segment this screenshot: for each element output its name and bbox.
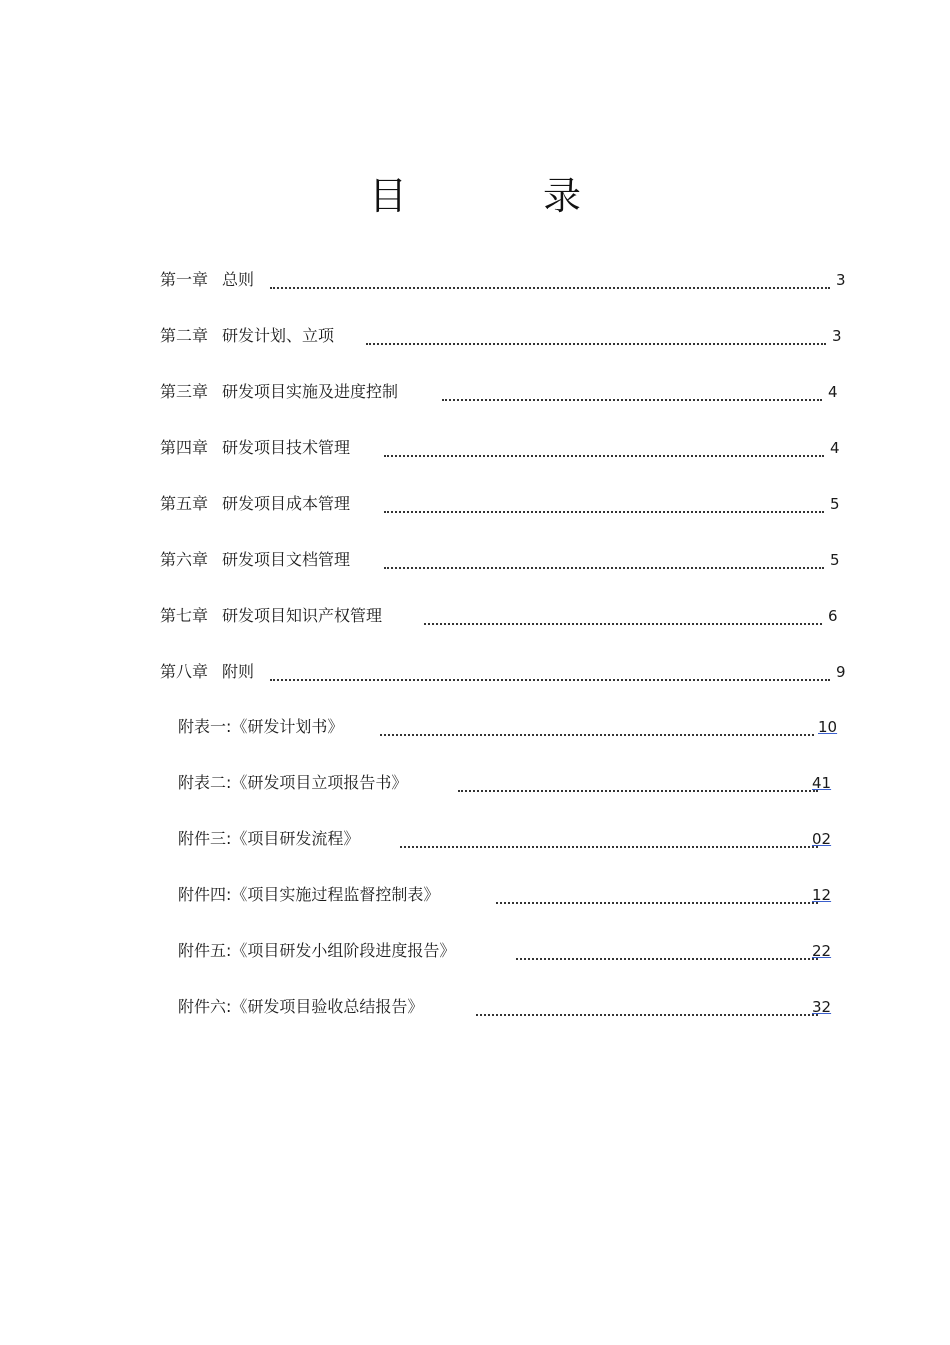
- appendix-title: 附件三:《项目研发流程》: [178, 829, 360, 848]
- dot-leader: [424, 613, 822, 625]
- toc-entry-label: [160, 604, 382, 628]
- toc-entry-label: [160, 436, 350, 460]
- dot-leader: [400, 836, 818, 848]
- page-number-link[interactable]: 22: [812, 942, 832, 960]
- dot-leader: [476, 1004, 818, 1016]
- toc-entry-label: [160, 268, 254, 292]
- chapter-number: 第五章: [160, 494, 209, 513]
- toc-chapter-row[interactable]: [160, 604, 860, 628]
- toc-chapter-row[interactable]: [160, 324, 860, 348]
- toc-chapter-row[interactable]: [160, 380, 860, 404]
- page-title: 目 录: [368, 174, 644, 218]
- toc-appendix-row[interactable]: [178, 939, 858, 963]
- chapter-number: 第七章: [160, 606, 209, 625]
- page-number-link[interactable]: 32: [812, 998, 832, 1016]
- page-number-link[interactable]: 10: [818, 718, 838, 736]
- appendix-title: 附件五:《项目研发小组阶段进度报告》: [178, 941, 456, 960]
- toc-entry-label: [160, 660, 254, 684]
- dot-leader: [384, 557, 824, 569]
- toc-appendix-row[interactable]: [178, 827, 858, 851]
- dot-leader: [270, 277, 830, 289]
- toc-entry-label: [160, 492, 350, 516]
- appendix-title: 附表一:《研发计划书》: [178, 717, 344, 736]
- chapter-number: 第四章: [160, 438, 209, 457]
- dot-leader: [384, 445, 824, 457]
- dot-leader: [366, 333, 826, 345]
- chapter-title: 研发计划、立项: [222, 326, 335, 345]
- chapter-number: 第一章: [160, 270, 209, 289]
- dot-leader: [516, 948, 818, 960]
- chapter-number: 第八章: [160, 662, 209, 681]
- appendix-title: 附件六:《研发项目验收总结报告》: [178, 997, 424, 1016]
- chapter-title: 研发项目成本管理: [222, 494, 351, 513]
- chapter-number: 第六章: [160, 550, 209, 569]
- page-number: 4: [830, 439, 840, 457]
- appendix-title: 附表二:《研发项目立项报告书》: [178, 773, 408, 792]
- chapter-title: 附则: [222, 662, 255, 681]
- toc-appendix-row[interactable]: [178, 883, 858, 907]
- dot-leader: [380, 724, 814, 736]
- toc-chapter-row[interactable]: [160, 660, 860, 684]
- chapter-title: 研发项目文档管理: [222, 550, 351, 569]
- toc-appendix-row[interactable]: [178, 715, 858, 739]
- chapter-title: 研发项目技术管理: [222, 438, 351, 457]
- toc-chapter-row[interactable]: [160, 548, 860, 572]
- chapter-number: 第二章: [160, 326, 209, 345]
- dot-leader: [458, 780, 818, 792]
- page-number: 5: [830, 551, 840, 569]
- page-number: 6: [828, 607, 838, 625]
- appendix-title: 附件四:《项目实施过程监督控制表》: [178, 885, 440, 904]
- toc-entry-label: [160, 548, 350, 572]
- page-number: 9: [836, 663, 846, 681]
- dot-leader: [496, 892, 818, 904]
- toc-entry-label: [160, 324, 334, 348]
- dot-leader: [384, 501, 824, 513]
- toc-appendix-row[interactable]: [178, 771, 858, 795]
- toc-chapter-row[interactable]: [160, 268, 860, 292]
- page-number: 4: [828, 383, 838, 401]
- page-number-link[interactable]: 12: [812, 886, 832, 904]
- toc-appendix-row[interactable]: [178, 995, 858, 1019]
- dot-leader: [270, 669, 830, 681]
- dot-leader: [442, 389, 822, 401]
- toc-chapter-row[interactable]: [160, 436, 860, 460]
- chapter-title: 研发项目实施及进度控制: [222, 382, 399, 401]
- page-number: 3: [832, 327, 842, 345]
- chapter-number: 第三章: [160, 382, 209, 401]
- toc-entry-label: [160, 380, 398, 404]
- page-number-link[interactable]: 02: [812, 830, 832, 848]
- page-number: 5: [830, 495, 840, 513]
- page-number-link[interactable]: 41: [812, 774, 832, 792]
- chapter-title: 研发项目知识产权管理: [222, 606, 383, 625]
- chapter-title: 总则: [222, 270, 255, 289]
- toc-chapter-row[interactable]: [160, 492, 860, 516]
- page-number: 3: [836, 271, 846, 289]
